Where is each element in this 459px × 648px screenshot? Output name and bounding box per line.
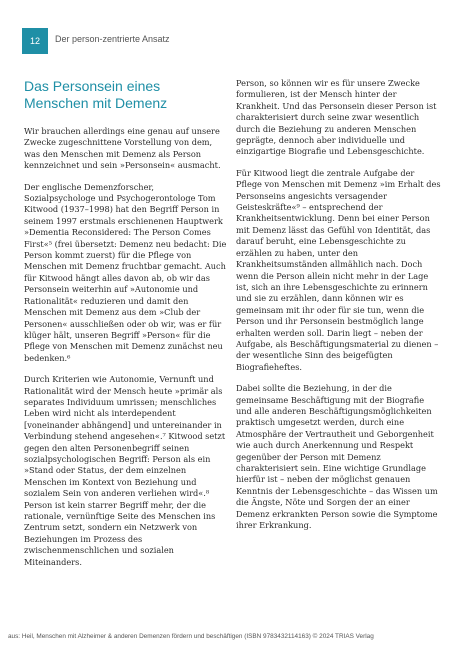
left-column <box>24 78 228 578</box>
page-number-badge: 12 <box>22 28 48 54</box>
paragraph: Der englische Demenzforscher, Sozialpsychologe und Psychogerontologe Tom Kitwood (1937–1998) hat den Begriff Person in seinem 1997 erstmals erschienenen Hauptwerk »Dementia Reconsidered: The Person Comes First«⁵ (frei übersetzt: Demenz neu bedacht: Die Person kommt zuerst) für die Pflege von Menschen mit Demenz fruchtbar gemacht. Auch für Kitwood hängt alles davon ab, ob wir das Personsein weiterhin auf »Autonomie und Rationalität« reduzieren und damit den Menschen mit Demenz aus dem »Club der Personen« ausschließen oder ob wir, was er für klüger hält, unseren Begriff »Person« für die Pflege von Menschen mit Demenz zunächst neu bedenken.⁶ <box>24 181 227 363</box>
section-title-line-2: Menschen mit Demenz <box>24 95 168 111</box>
section-title <box>24 78 228 112</box>
running-head: Der person-zentrierte Ansatz <box>55 34 170 44</box>
paragraph: Wir brauchen allerdings eine genau auf unsere Zwecke zugeschnittene Vorstellung von dem, was den Menschen mit Demenz als Person kennzeichnet und sein »Personsein« ausmacht. <box>24 126 221 171</box>
paragraph: Durch Kriterien wie Autonomie, Vernunft und Rationalität wird der Mensch heute »primär als separates Individuum umrissen; menschliches Leben wird nicht als interdependent [voneinander abhängend] und untereinander in Verbindung stehend angesehen«.⁷ Kitwood setzt gegen den alten Personenbegriff seinen sozialpsychologischen Begriff: Person als ein »Stand oder Status, der dem einzelnen Menschen im Kontext von Beziehung und sozialem Sein von anderen verliehen wird«.⁸ Person ist kein starrer Begriff mehr, der die rationale, vernünftige Seite des Menschen ins Zentrum setzt, sondern ein Netzwerk von Beziehungen im Prozess des zwischenmenschlichen und sozialen Miteinanders. <box>24 374 226 567</box>
paragraph: Für Kitwood liegt die zentrale Aufgabe der Pflege von Menschen mit Demenz »im Erhalt des Personseins angesichts versagender Geisteskräfte«⁹ – entsprechend der Krankheitsentwicklung. Denn bei einer Person mit Demenz lässt das Gefühl von Identität, das darauf beruht, eine Lebensgeschichte zu erzählen zu haben, unter den Krankheitsumständen allmählich nach. Doch wenn die Person allein nicht mehr in der Lage ist, sich an ihre Lebensgeschichte zu erinnern und sie zu erzählen, dann können wir es gemeinsam mit ihr oder für sie tun, wenn die Person und ihr Personsein bestmöglich lange erhalten werden soll. Darin liegt – neben der Aufgabe, als Beschäftigungsmaterial zu dienen – der wesentliche Sinn des beigefügten Biografieheftes. <box>236 167 441 372</box>
section-title-line-1: Das Personsein eines <box>24 78 161 94</box>
paragraph: Person, so können wir es für unsere Zwecke formulieren, ist der Mensch hinter der Krankheit. Und das Personsein dieser Person ist charakterisiert durch seine zwar wesentlich durch die Beziehung zu anderen Menschen geprägte, dennoch aber individuelle und einzigartige Biografie und Lebensgeschichte. <box>236 78 437 157</box>
paragraph: Dabei sollte die Beziehung, in der die gemeinsame Beschäftigung mit der Biografie und alle anderen Beschäftigungsmöglichkeiten praktisch umgesetzt werden, durch eine Atmosphäre der Vertrautheit und Geborgenheit wie auch durch Anerkennung und Respekt gegenüber der Person mit Demenz charakterisiert sein. Eine wichtige Grundlage hierfür ist – neben der möglichst genauen Kenntnis der Lebensgeschichte – das Wissen um die Ängste, Nöte und Sorgen der an einer Demenz erkrankten Person sowie die Symptome ihrer Erkrankung. <box>236 383 438 531</box>
right-column <box>236 78 442 541</box>
copyright-footer: aus: Heil, Menschen mit Alzheimer & anderen Demenzen fördern und beschäftigen (ISBN 9783432114163) © 2024 TRIAS Verlag <box>8 633 374 640</box>
